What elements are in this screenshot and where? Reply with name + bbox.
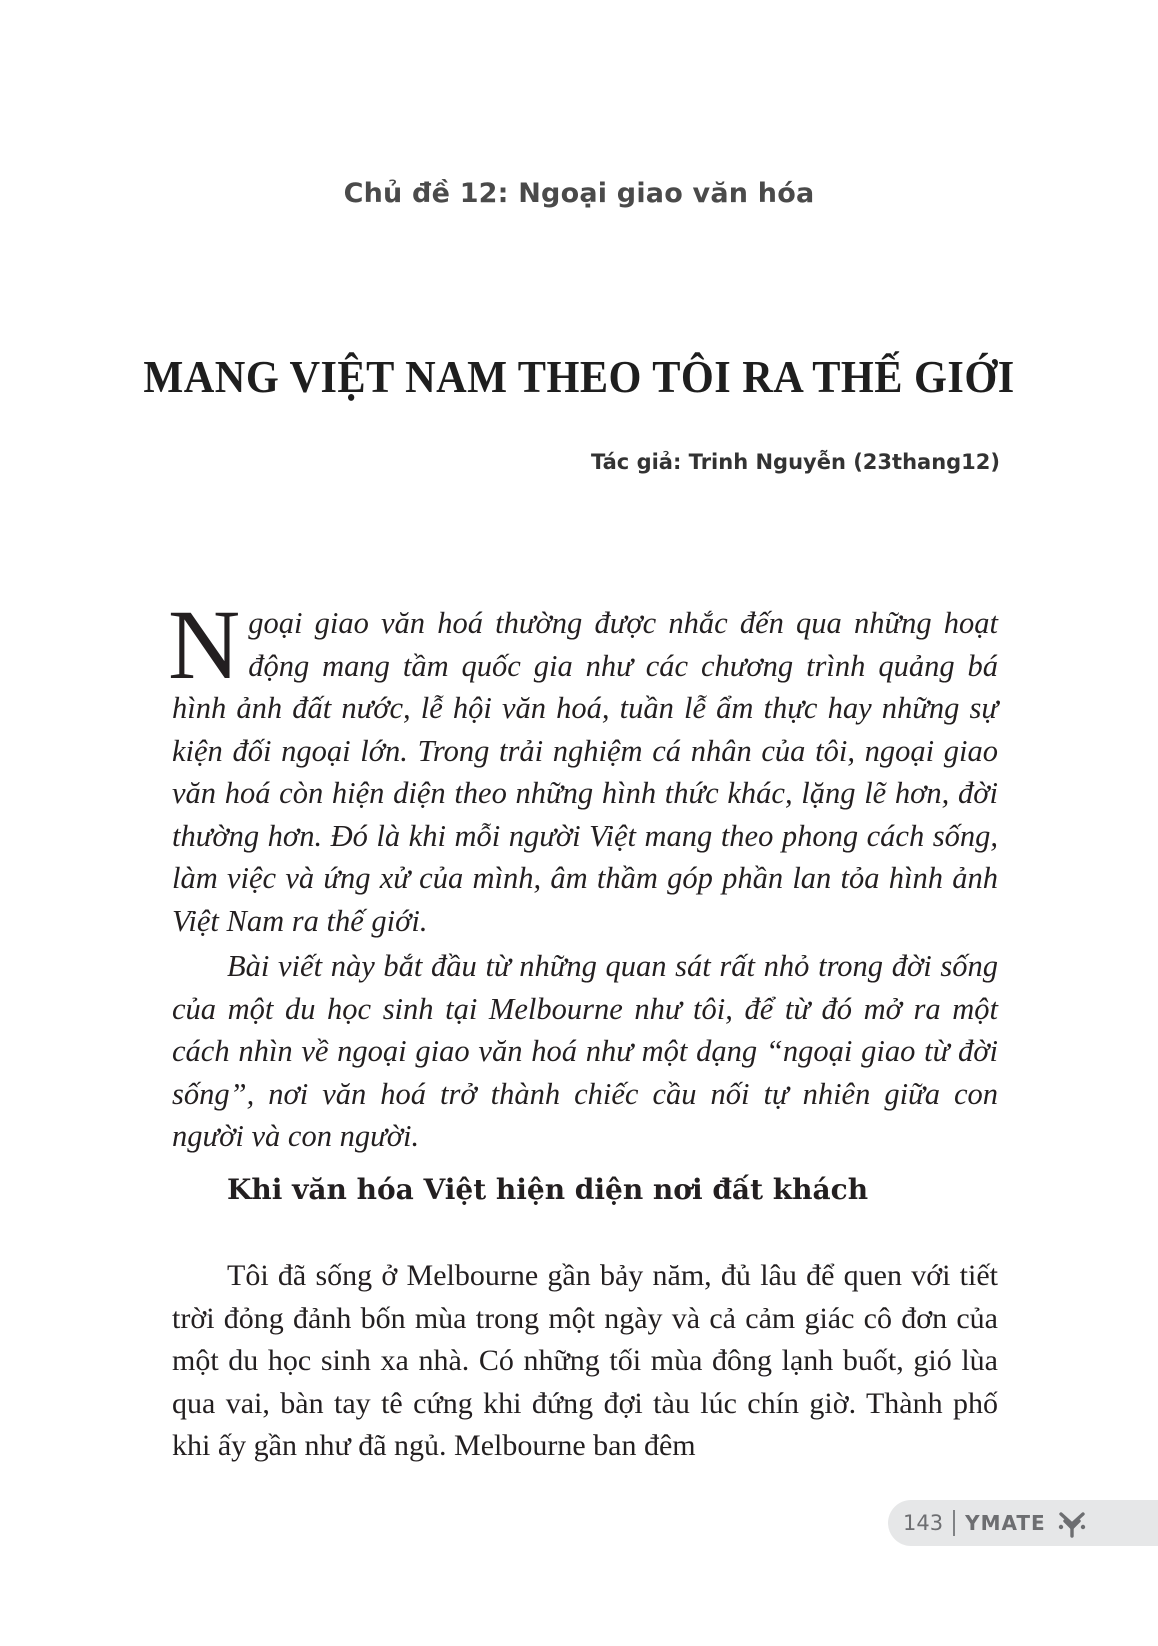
section-paragraph-1: Tôi đã sống ở Melbourne gần bảy năm, đủ lâu để quen với tiết trời đỏng đảnh bốn mùa trong một ngày và cả cảm giác cô đơn của một du học sinh xa nhà. Có những tối mùa đông lạnh buốt, gió lùa qua vai, bàn tay tê cứng khi đứng đợi tàu lúc chín giờ. Thành phố khi ấy gần như đã ngủ. Melbourne ban đêm	[172, 1259, 998, 1462]
dropcap: N	[168, 589, 241, 700]
article-title: MANG VIỆT NAM THEO TÔI RA THẾ GIỚI	[143, 351, 1015, 402]
page-number: 143	[903, 1511, 944, 1535]
intro-paragraph-1-text: goại giao văn hoá thường được nhắc đến qua những hoạt động mang tầm quốc gia như các chương trình quảng bá hình ảnh đất nước, lễ hội văn hoá, tuần lễ ẩm thực hay những sự kiện đối ngoại lớn. Trong trải nghiệm cá nhân của tôi, ngoại giao văn hoá còn hiện diện theo những hình thức khác, lặng lẽ hơn, đời thường hơn. Đó là khi mỗi người Việt mang theo phong cách sống, làm việc và ứng xử của mình, âm thầm góp phần lan tỏa hình ảnh Việt Nam ra thế giới.	[172, 606, 998, 938]
ymate-logo-icon	[1056, 1507, 1088, 1539]
author-line: Tác giả: Trinh Nguyễn (23thang12)	[591, 450, 1000, 474]
intro-paragraph-1	[168, 589, 998, 942]
section-heading: Khi văn hóa Việt hiện diện nơi đất khách	[227, 1173, 869, 1206]
intro-paragraph-2: Bài viết này bắt đầu từ những quan sát rất nhỏ trong đời sống của một du học sinh tại Melbourne như tôi, để từ đó mở ra một cách nhìn về ngoại giao văn hoá như một dạng “ngoại giao từ đời sống”, nơi văn hoá trở thành chiếc cầu nối tự nhiên giữa con người và con người.	[172, 949, 998, 1153]
footer-separator	[953, 1510, 955, 1536]
page-footer	[888, 1500, 1158, 1546]
topic-heading: Chủ đề 12: Ngoại giao văn hóa	[343, 178, 815, 209]
brand-name: YMATE	[965, 1511, 1046, 1535]
